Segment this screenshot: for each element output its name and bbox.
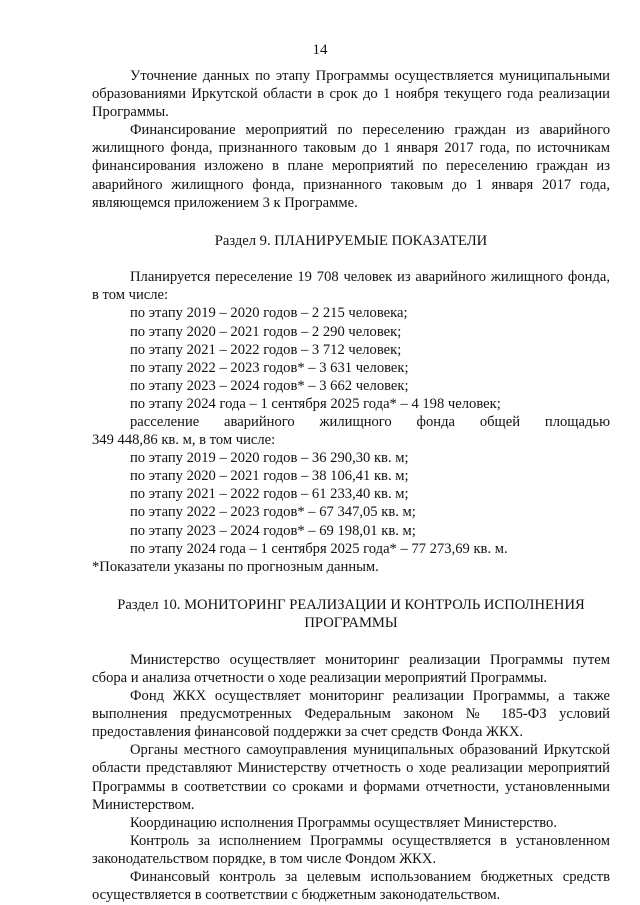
section-10-paragraph: Органы местного самоуправления муниципальных образований Иркутской области представляют Министерству отчетность о ходе реализации мероприятий Программы в соответствии со сроками и формами отчетности, установленными Министерством. <box>92 742 610 813</box>
list-item: по этапу 2021 – 2022 годов – 61 233,40 кв. м; <box>130 486 409 503</box>
section-9-heading: Раздел 9. ПЛАНИРУЕМЫЕ ПОКАЗАТЕЛИ <box>214 232 488 249</box>
page-number: 14 <box>312 42 328 58</box>
list-item: по этапу 2021 – 2022 годов – 3 712 человек; <box>130 341 402 358</box>
area-list <box>92 449 610 558</box>
page-content <box>92 67 610 904</box>
section-10-paragraph: Контроль за исполнением Программы осуществляется в установленном законодательством порядке, в том числе Фондом ЖКХ. <box>92 832 610 867</box>
section-10-paragraph: Министерство осуществляет мониторинг реализации Программы путем сбора и анализа отчетности о ходе реализации мероприятий Программы. <box>92 651 610 686</box>
people-list <box>92 304 610 413</box>
list-item: по этапу 2019 – 2020 годов – 36 290,30 кв. м; <box>130 450 409 467</box>
list-item: по этапу 2024 года – 1 сентября 2025 года* – 77 273,69 кв. м. <box>130 540 508 557</box>
section-10-paragraph: Финансовый контроль за целевым использованием бюджетных средств осуществляется в соответствии с бюджетным законодательством. <box>92 868 610 904</box>
list-item: по этапу 2023 – 2024 годов* – 3 662 человек; <box>130 377 409 394</box>
section-10-paragraph: Координацию исполнения Программы осуществляет Министерство. <box>130 814 557 831</box>
list-item: по этапу 2023 – 2024 годов* – 69 198,01 кв. м; <box>130 522 416 539</box>
list-item: по этапу 2020 – 2021 годов – 38 106,41 кв. м; <box>130 468 409 485</box>
footnote: *Показатели указаны по прогнозным данным. <box>92 558 379 575</box>
section-10-heading-line2: ПРОГРАММЫ <box>304 615 398 632</box>
list-item: по этапу 2022 – 2023 годов* – 67 347,05 кв. м; <box>130 504 416 521</box>
section-10-heading <box>92 596 610 633</box>
list-item: по этапу 2019 – 2020 годов – 2 215 человека; <box>130 305 408 322</box>
section-10-paragraph: Фонд ЖКХ осуществляет мониторинг реализации Программы, а также выполнения предусмотренных Федеральным законом № 185-ФЗ условий предоставления финансовой поддержки за счет средств Фонда ЖКХ. <box>92 688 610 741</box>
list-item: по этапу 2024 года – 1 сентября 2025 года* – 4 198 человек; <box>130 395 501 412</box>
paragraph-data-update: Уточнение данных по этапу Программы осуществляется муниципальными образованиями Иркутской области в срок до 1 ноября текущего года реализации Программы. <box>92 68 610 121</box>
area-intro-line2: 349 448,86 кв. м, в том числе: <box>92 432 276 449</box>
list-item: по этапу 2020 – 2021 годов – 2 290 человек; <box>130 323 402 340</box>
section-10-heading-line1: Раздел 10. МОНИТОРИНГ РЕАЛИЗАЦИИ И КОНТРОЛЬ ИСПОЛНЕНИЯ <box>117 596 585 613</box>
list-item: по этапу 2022 – 2023 годов* – 3 631 человек; <box>130 359 409 376</box>
paragraph-financing: Финансирование мероприятий по переселению граждан из аварийного жилищного фонда, признанного таковым до 1 января 2017 года, по источникам финансирования изложено в плане мероприятий по переселению граждан из аварийного жилищного фонда, признанного таковым до 1 января 2017 года, являющемся приложением 3 к Программе. <box>92 122 610 211</box>
area-intro-line1: расселение аварийного жилищного фонда общей площадью <box>130 414 610 430</box>
section-9-intro: Планируется переселение 19 708 человек из аварийного жилищного фонда, в том числе: <box>92 269 610 304</box>
